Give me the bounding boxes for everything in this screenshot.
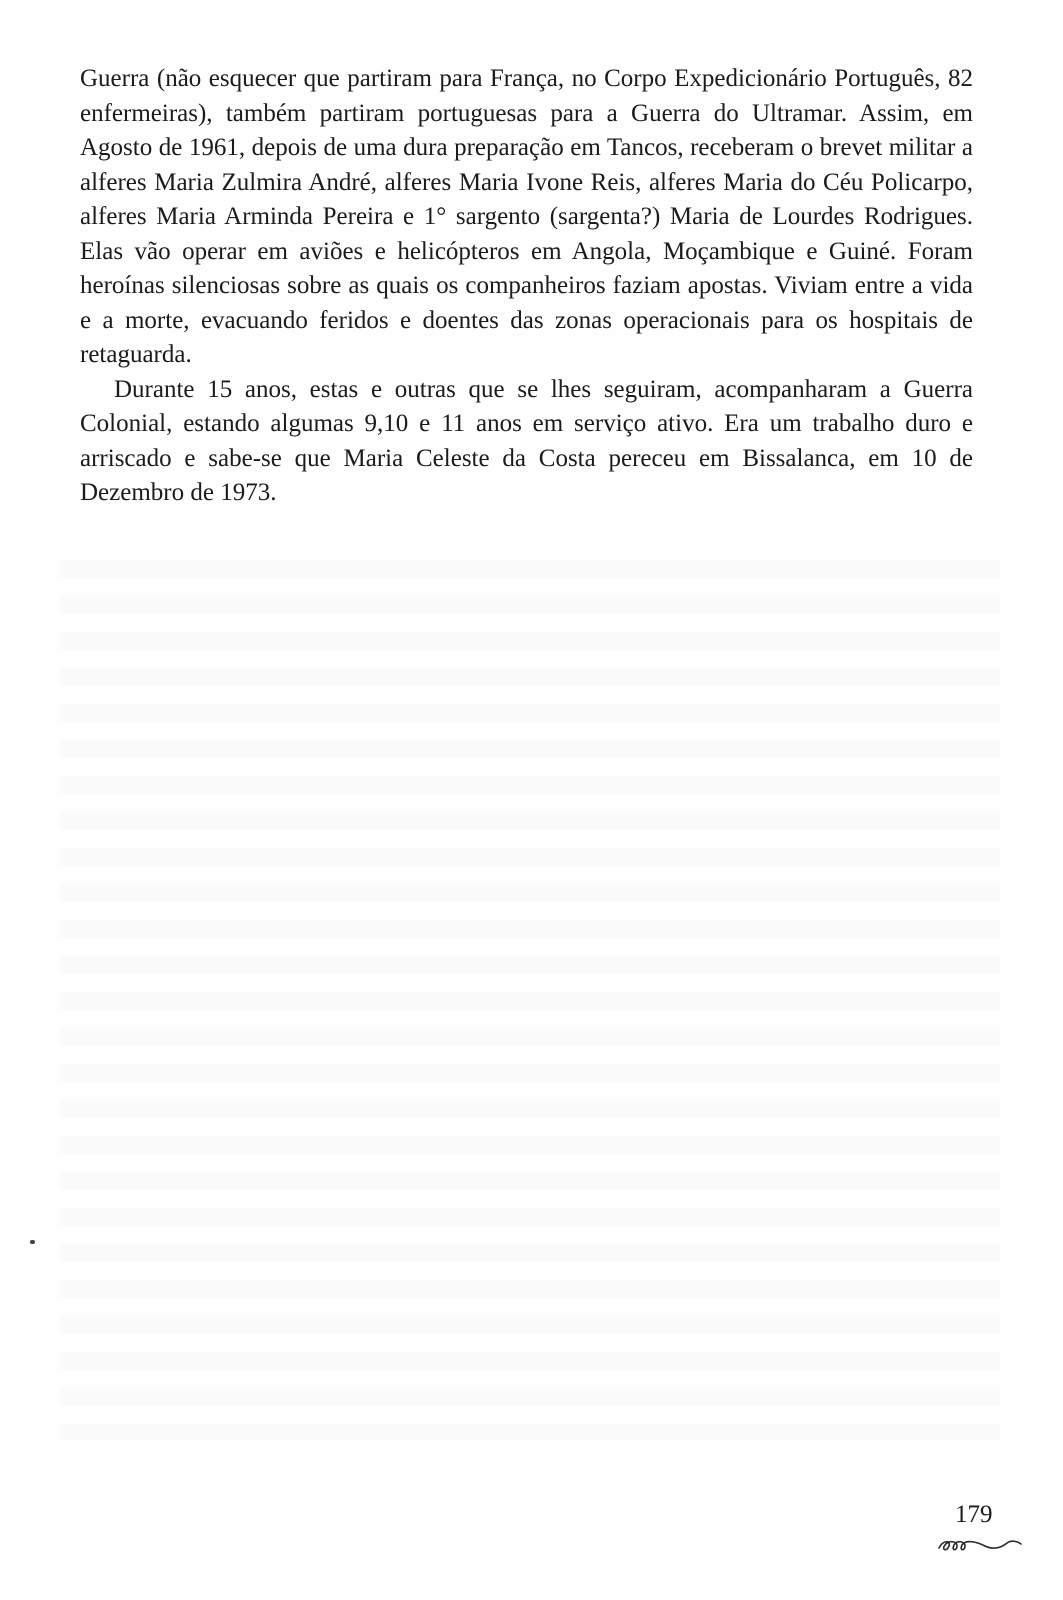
page-number: 179 — [955, 1501, 993, 1528]
paragraph-2: Durante 15 anos, estas e outras que se lhes seguiram, acompanharam a Guerra Colonial, estando algumas 9,10 e 11 anos em serviço ativo. Era um trabalho duro e arriscado e sabe-se que Maria Celeste da Costa pereceu em Bissalanca, em 10 de Dezembro de 1973. — [80, 375, 973, 506]
ink-speck — [30, 1240, 35, 1244]
paragraph-1: Guerra (não esquecer que partiram para França, no Corpo Expedicionário Português, 82 enfermeiras), também partiram portuguesas para a Guerra do Ultramar. Assim, em Agosto de 1961, depois de uma dura preparação em Tancos, receberam o brevet militar a alferes Maria Zulmira André, alferes Maria Ivone Reis, alferes Maria do Céu Policarpo, alferes Maria Arminda Pereira e 1° sargento (sargenta?) Maria de Lourdes Rodrigues. Elas vão operar em aviões e helicópteros em Angola, Moçambique e Guiné. Foram heroínas silenciosas sobre as quais os companheiros faziam apostas. Viviam entre a vida e a morte, evacuando feridos e doentes das zonas operacionais para os hospitais de retaguarda. — [80, 65, 973, 368]
reverse-side-bleed-through — [60, 560, 1000, 1440]
body-text — [80, 62, 973, 511]
swash-ornament-icon — [935, 1532, 1025, 1558]
